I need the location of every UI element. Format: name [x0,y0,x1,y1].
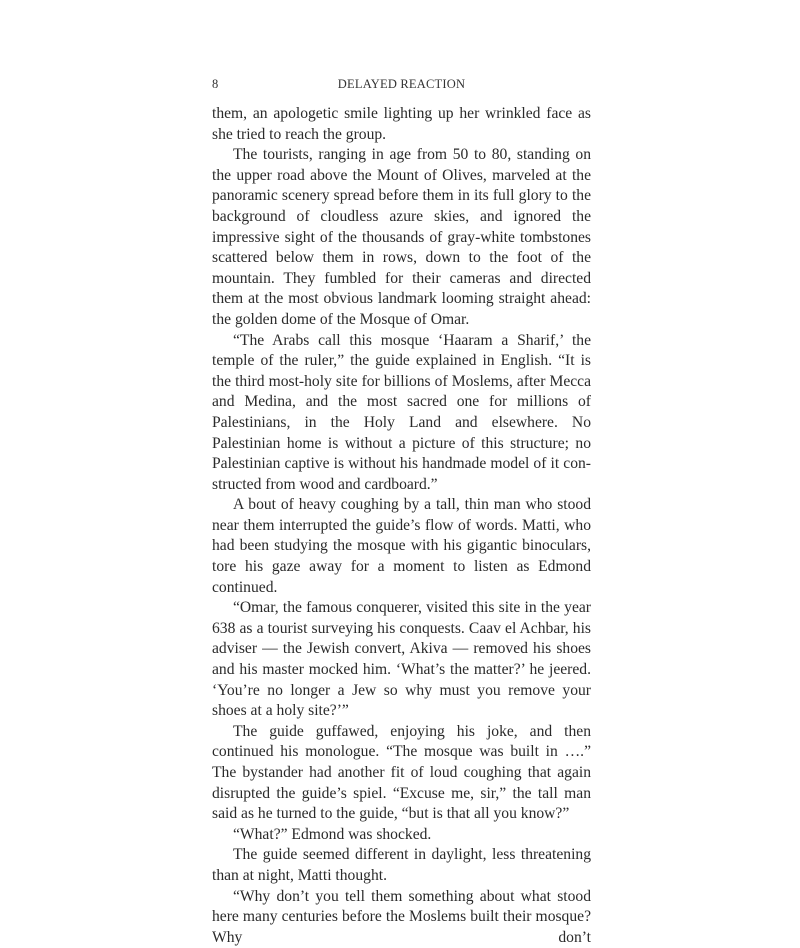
running-title: DELAYED REACTION [337,77,466,91]
body-text [212,104,591,948]
paragraph-coughing: A bout of heavy coughing by a tall, thin man who stood near them interrupted the guide’s flow of words. Matti, who had been studying the mosque with his gigantic binoculars, tore his gaze away for a moment to listen as Edmond continued. [212,496,591,596]
book-page [212,74,591,948]
paragraph-continuation: them, an apologetic smile lighting up her wrinkled face as she tried to reach the group. [212,105,591,143]
paragraph-omar-story: “Omar, the famous conquerer, visited this site in the year 638 as a tourist surveying his conquests. Caav el Achbar, his adviser — the Jewish convert, Akiva — removed his shoes and his master mocked him. ‘What’s the matter?’ he jeered. ‘You’re no longer a Jew so why must you remove your shoes at a holy site?’” [212,599,591,720]
paragraph-tourists: The tourists, ranging in age from 50 to 80, standing on the upper road above the Mount of Olives, marveled at the panoramic scenery spread before them in its full glory to the background of cloudless azure skies, and ignored the impressive sight of the thousands of gray-white tombstones scattered below them in rows, down to the foot of the mountain. They fumbled for their cameras and directed them at the most obvious landmark looming straight ahead: the golden dome of the Mosque of Omar. [212,146,591,328]
running-head [212,74,591,94]
page-number: 8 [212,77,219,91]
paragraph-edmond-shocked: “What?” Edmond was shocked. [233,825,432,843]
paragraph-why-dont: “Why don’t you tell them something about what stood here many centuries before the Moslems built their mosque? Why don’t [212,887,591,946]
paragraph-guide-explains: “The Arabs call this mosque ‘Haaram a Sharif,’ the temple of the ruler,” the guide explained in English. “It is the third most-holy site for billions of Moslems, after Mecca and Medina, and the most sacred one for millions of Palestinians, in the Holy Land and elsewhere. No Palestinian home is without a picture of this structure; no Palestinian captive is without his handmade model of it constructed from wood and cardboard.” [212,331,591,493]
paragraph-daylight: The guide seemed different in daylight, less threatening than at night, Matti thought. [212,846,591,884]
paragraph-guide-guffawed: The guide guffawed, enjoying his joke, and then continued his monologue. “The mosque was built in ….” The bystander had another fit of loud coughing that again disrupted the guide’s spiel. “Excuse me, sir,” the tall man said as he turned to the guide, “but is that all you know?” [212,722,591,823]
